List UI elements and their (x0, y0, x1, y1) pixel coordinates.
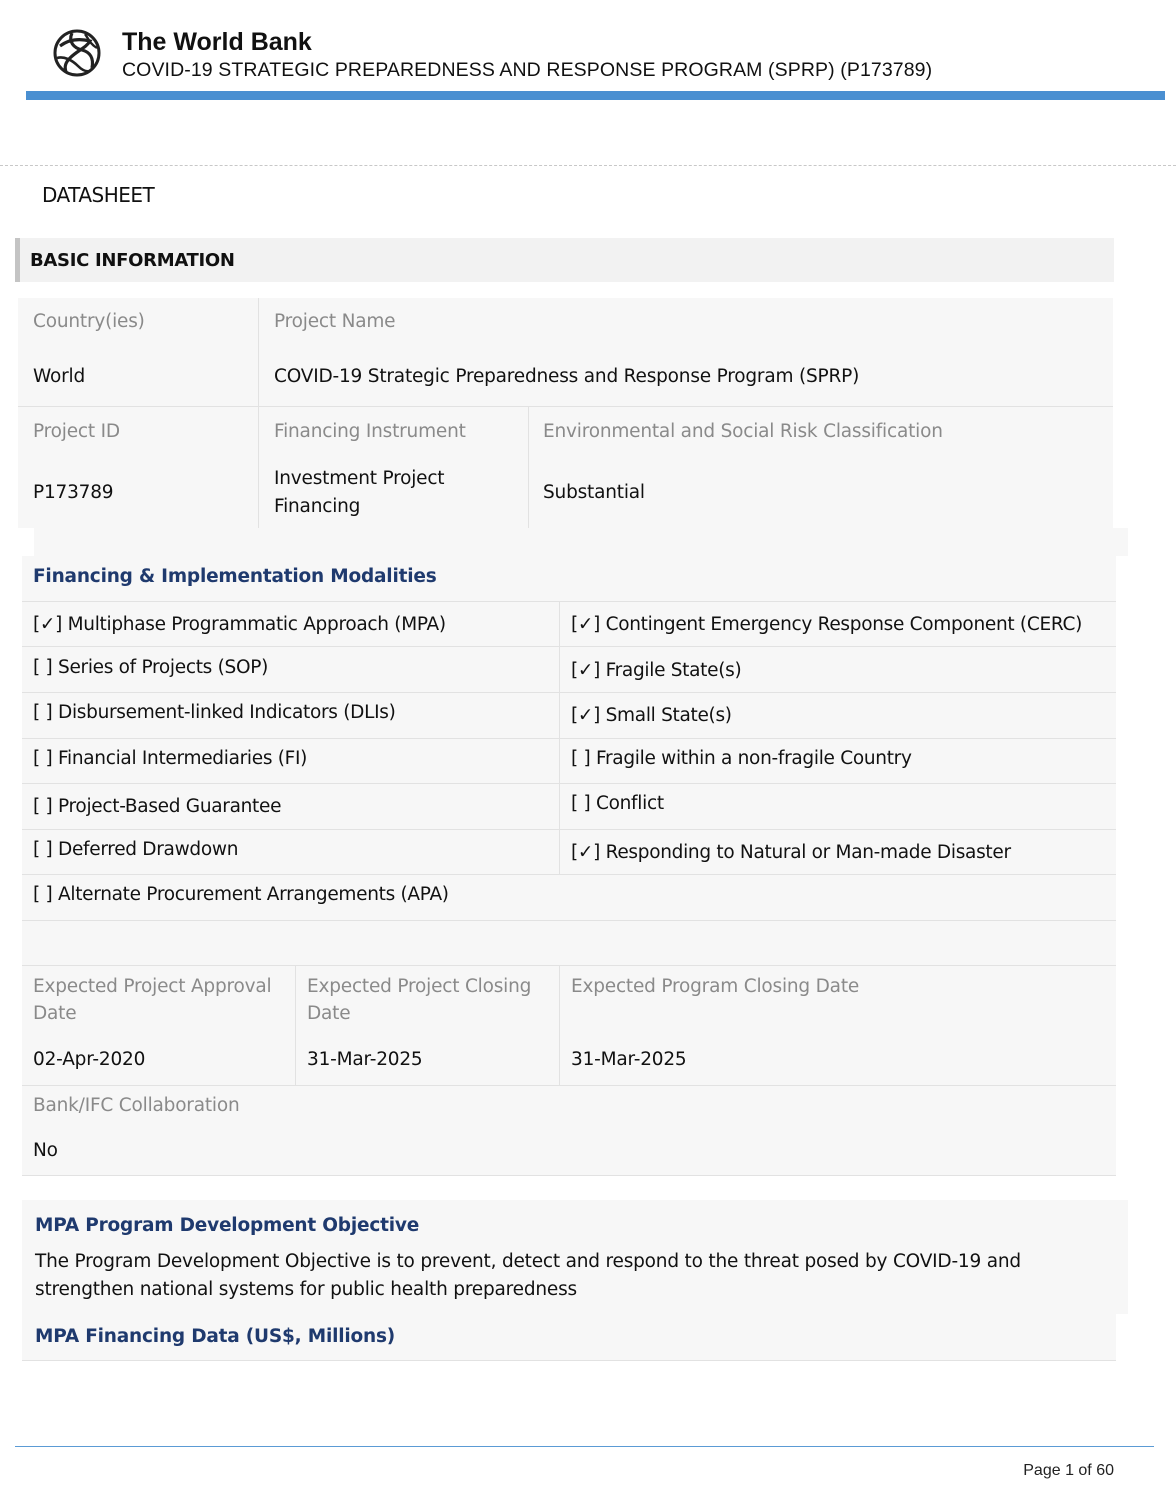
modalities-title: Financing & Implementation Modalities (33, 566, 437, 587)
divider (22, 1175, 1116, 1176)
divider (22, 783, 1116, 784)
modality-fragile-state: [✓] Fragile State(s) (571, 660, 742, 681)
divider (22, 738, 1116, 739)
section-title: BASIC INFORMATION (30, 250, 235, 271)
country-value: World (33, 366, 86, 387)
modality-deferred-drawdown: [ ] Deferred Drawdown (33, 839, 239, 860)
collaboration-value: No (33, 1140, 58, 1161)
page-number: Page 1 of 60 (1023, 1462, 1114, 1479)
divider (18, 406, 1113, 407)
org-name: The World Bank (122, 28, 312, 56)
modality-conflict: [ ] Conflict (571, 793, 664, 814)
financing-data-title: MPA Financing Data (US$, Millions) (35, 1326, 396, 1347)
collaboration-label: Bank/IFC Collaboration (33, 1095, 240, 1116)
modality-disaster: [✓] Responding to Natural or Man-made Disaster (571, 842, 1011, 863)
project-name-value: COVID-19 Strategic Preparedness and Response Program (SPRP) (274, 366, 860, 387)
divider (22, 692, 1116, 693)
modality-apa: [ ] Alternate Procurement Arrangements (APA) (33, 884, 449, 905)
pdo-title: MPA Program Development Objective (35, 1215, 420, 1236)
divider (528, 407, 529, 528)
modality-small-state: [✓] Small State(s) (571, 705, 732, 726)
divider (559, 601, 560, 874)
world-bank-globe-icon (52, 28, 102, 78)
document-subtitle: COVID-19 STRATEGIC PREPAREDNESS AND RESPONSE PROGRAM (SPRP) (P173789) (122, 59, 933, 81)
basic-information-header (15, 238, 1114, 282)
divider (295, 966, 296, 1085)
datasheet-title: DATASHEET (42, 183, 155, 207)
divider (22, 1360, 1116, 1361)
divider (22, 920, 1116, 921)
financing-instrument-value-line2: Financing (274, 496, 361, 517)
header-accent-bar (26, 91, 1165, 100)
divider (22, 1085, 1116, 1086)
modality-cerc: [✓] Contingent Emergency Response Component (CERC) (571, 614, 1083, 635)
divider (22, 601, 1116, 602)
esrc-value: Substantial (543, 482, 645, 503)
financing-instrument-label: Financing Instrument (274, 421, 466, 442)
program-closing-value: 31-Mar-2025 (571, 1049, 687, 1070)
project-id-label: Project ID (33, 421, 120, 442)
divider (22, 829, 1116, 830)
financing-instrument-value-line1: Investment Project (274, 468, 445, 489)
divider (22, 646, 1116, 647)
project-id-value: P173789 (33, 482, 114, 503)
modalities-panel (22, 556, 1116, 1175)
modality-dli: [ ] Disbursement-linked Indicators (DLIs) (33, 702, 396, 723)
spacer-panel (34, 528, 1128, 556)
project-closing-value: 31-Mar-2025 (307, 1049, 423, 1070)
divider (258, 298, 259, 528)
approval-date-label-line1: Expected Project Approval (33, 976, 272, 997)
divider (22, 874, 1116, 875)
country-label: Country(ies) (33, 311, 145, 332)
approval-date-value: 02-Apr-2020 (33, 1049, 146, 1070)
dashed-divider (0, 165, 1176, 166)
esrc-label: Environmental and Social Risk Classification (543, 421, 943, 442)
modality-mpa: [✓] Multiphase Programmatic Approach (MPA) (33, 614, 446, 635)
project-closing-label-line2: Date (307, 1003, 351, 1024)
divider (22, 965, 1116, 966)
footer-divider (15, 1446, 1154, 1447)
modality-pbg: [ ] Project-Based Guarantee (33, 796, 282, 817)
program-closing-label: Expected Program Closing Date (571, 976, 860, 997)
project-name-label: Project Name (274, 311, 396, 332)
divider (559, 966, 560, 1085)
pdo-text-line1: The Program Development Objective is to prevent, detect and respond to the threat posed by COVID-19 and (35, 1251, 1021, 1272)
project-closing-label-line1: Expected Project Closing (307, 976, 532, 997)
pdo-text-line2: strengthen national systems for public health preparedness (35, 1279, 577, 1300)
modality-fragile-within: [ ] Fragile within a non-fragile Country (571, 748, 912, 769)
approval-date-label-line2: Date (33, 1003, 77, 1024)
modality-sop: [ ] Series of Projects (SOP) (33, 657, 268, 678)
modality-fi: [ ] Financial Intermediaries (FI) (33, 748, 308, 769)
